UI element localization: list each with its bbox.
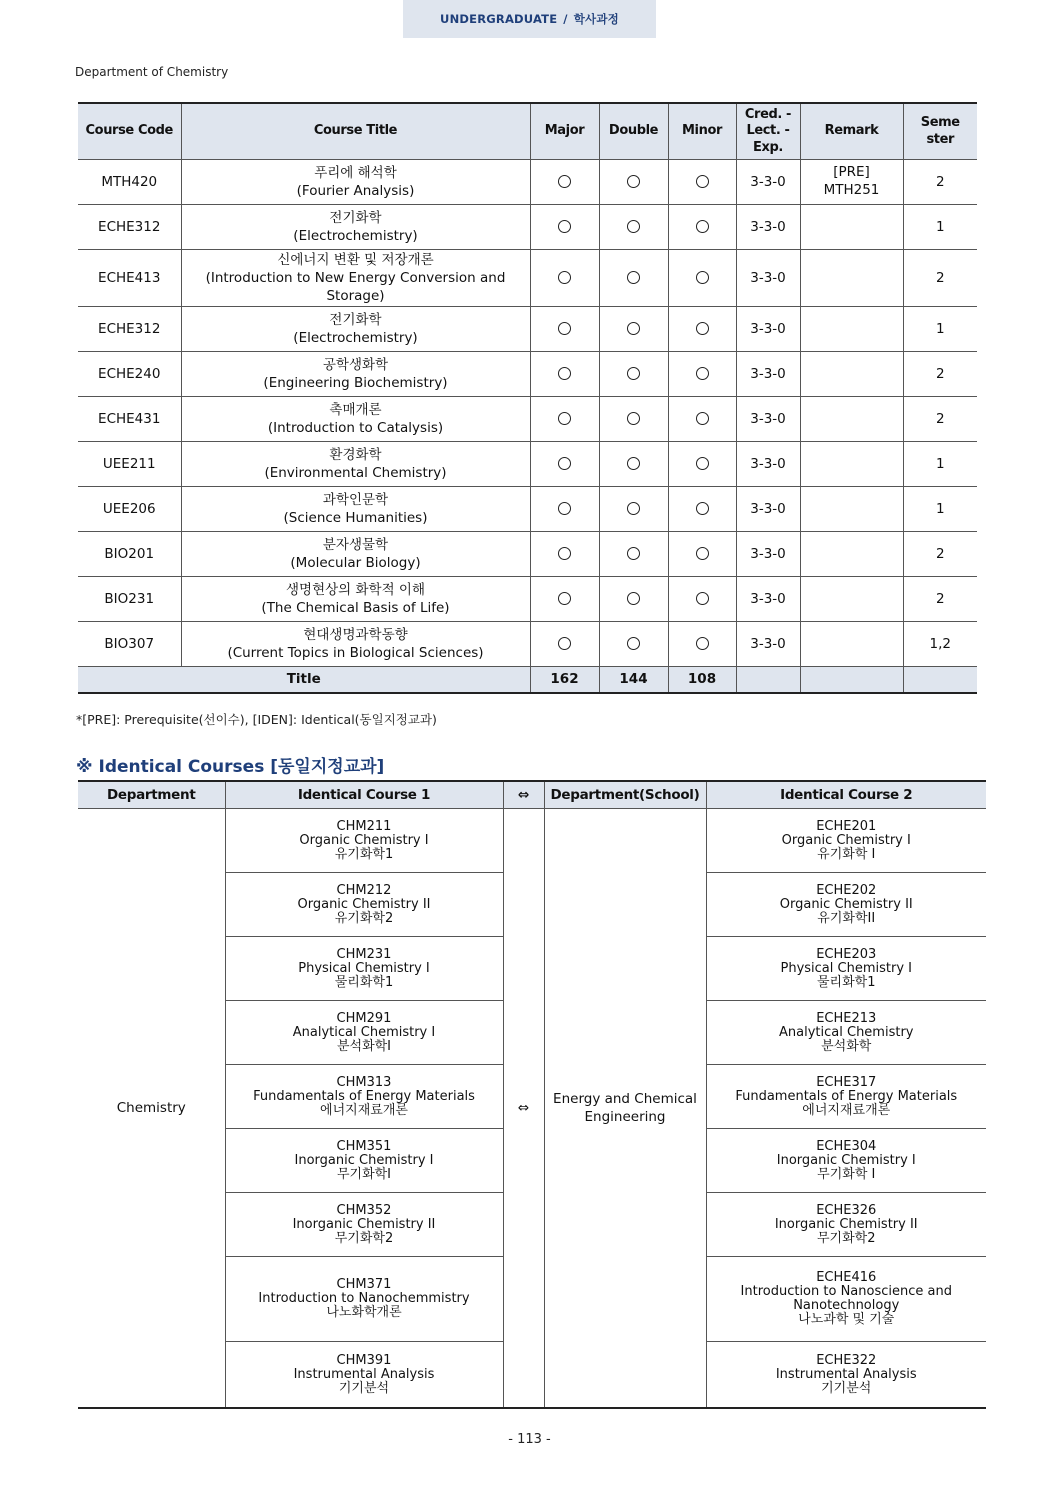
course-2-line: Organic Chemistry I <box>781 832 911 848</box>
course-2-line: 나노과학 및 기술 <box>798 1312 895 1327</box>
semester: 2 <box>903 160 977 205</box>
remark <box>800 307 903 352</box>
major-cell <box>530 577 599 622</box>
course-row <box>78 352 977 397</box>
course-2-line: Physical Chemistry I <box>780 960 912 976</box>
course-title-ko: 전기화학 <box>329 311 382 328</box>
header-department: Department <box>78 781 225 809</box>
course-row <box>78 397 977 442</box>
course-2-line: 기기분석 <box>821 1380 872 1396</box>
credit: 3-3-0 <box>736 442 800 487</box>
semester: 1 <box>903 307 977 352</box>
header-credit: Cred. -Lect. -Exp. <box>736 103 800 160</box>
major-cell <box>530 442 599 487</box>
identical-courses-title <box>76 752 384 777</box>
remark <box>800 487 903 532</box>
double-circle-icon <box>627 271 640 284</box>
header-course-code: Course Code <box>78 103 181 160</box>
semester: 2 <box>903 397 977 442</box>
total-remark-empty <box>800 667 903 694</box>
course-1-line: CHM211 <box>336 818 392 834</box>
identical-course-1 <box>225 1129 503 1193</box>
semester: 2 <box>903 352 977 397</box>
double-circle-icon <box>627 367 640 380</box>
course-2-line: ECHE317 <box>816 1074 877 1090</box>
semester: 1 <box>903 442 977 487</box>
course-1-line: CHM313 <box>336 1074 392 1090</box>
major-circle-icon <box>558 367 571 380</box>
major-cell <box>530 307 599 352</box>
course-1-line: 물리화학1 <box>334 974 394 990</box>
minor-cell <box>668 532 736 577</box>
minor-cell <box>668 397 736 442</box>
minor-circle-icon <box>696 271 709 284</box>
double-cell <box>599 397 668 442</box>
course-1-line: 유기화학2 <box>334 910 394 926</box>
course-title <box>181 442 530 487</box>
course-title-ko: 과학인문학 <box>322 491 389 508</box>
identical-courses-title-text: Identical Courses [동일지정교과] <box>98 757 385 777</box>
double-circle-icon <box>627 220 640 233</box>
course-2-line: Organic Chemistry II <box>779 896 913 912</box>
minor-cell <box>668 622 736 667</box>
course-2-line: ECHE213 <box>816 1010 877 1026</box>
identical-course-1 <box>225 1065 503 1129</box>
course-row <box>78 487 977 532</box>
remark <box>800 397 903 442</box>
page-number: - 113 - <box>508 1432 551 1447</box>
course-2-line: 무기화학2 <box>816 1230 876 1246</box>
course-1-line: CHM291 <box>336 1010 392 1026</box>
header-equivalence-arrow: ⇔ <box>503 781 544 809</box>
double-cell <box>599 160 668 205</box>
major-cell <box>530 352 599 397</box>
course-row <box>78 442 977 487</box>
course-title-en: (Fourier Analysis) <box>296 183 415 199</box>
total-double: 144 <box>599 667 668 694</box>
course-title <box>181 160 530 205</box>
major-cell <box>530 487 599 532</box>
minor-circle-icon <box>696 412 709 425</box>
double-circle-icon <box>627 637 640 650</box>
course-2-line: ECHE416 <box>816 1270 877 1285</box>
course-2-line: ECHE322 <box>816 1352 877 1368</box>
course-title-ko: 푸리에 해석학 <box>314 164 397 181</box>
course-title-ko: 분자생물학 <box>322 536 389 553</box>
semester: 1,2 <box>903 622 977 667</box>
remark: [PRE] MTH251 <box>800 160 903 205</box>
remark <box>800 577 903 622</box>
course-row <box>78 160 977 205</box>
course-2-line: 유기화학 I <box>817 846 876 862</box>
course-title-ko: 촉매개론 <box>329 401 382 418</box>
minor-circle-icon <box>696 547 709 560</box>
minor-cell <box>668 487 736 532</box>
major-cell <box>530 250 599 307</box>
course-code: BIO307 <box>78 622 181 667</box>
course-title <box>181 487 530 532</box>
major-cell <box>530 205 599 250</box>
double-circle-icon <box>627 175 640 188</box>
identical-course-1 <box>225 1342 503 1409</box>
footnote: *[PRE]: Prerequisite(선이수), [IDEN]: Identical(동일지정교과) <box>76 712 437 727</box>
major-circle-icon <box>558 175 571 188</box>
header-remark: Remark <box>800 103 903 160</box>
identical-course-2 <box>706 809 986 873</box>
course-title-en: (Molecular Biology) <box>290 555 421 571</box>
semester: 2 <box>903 250 977 307</box>
course-code: UEE211 <box>78 442 181 487</box>
course-1-line: CHM231 <box>336 946 392 962</box>
major-circle-icon <box>558 592 571 605</box>
double-circle-icon <box>627 547 640 560</box>
identical-course-2 <box>706 1342 986 1409</box>
total-credit-empty <box>736 667 800 694</box>
major-circle-icon <box>558 637 571 650</box>
course-title-ko: 신에너지 변환 및 저장개론 <box>277 251 434 268</box>
course-code: ECHE312 <box>78 307 181 352</box>
header-label-ko: 학사과정 <box>573 12 619 26</box>
course-2-line: Inorganic Chemistry II <box>774 1216 918 1232</box>
course-1-line: 유기화학1 <box>334 846 394 862</box>
course-title-ko: 공학생화학 <box>322 356 389 373</box>
course-code: BIO201 <box>78 532 181 577</box>
double-cell <box>599 532 668 577</box>
course-2-line: 유기화학II <box>817 910 876 926</box>
course-1-line: 무기화학2 <box>334 1230 394 1246</box>
minor-cell <box>668 352 736 397</box>
course-code: UEE206 <box>78 487 181 532</box>
course-1-line: 에너지재료개론 <box>320 1102 408 1118</box>
course-title-ko: 환경화학 <box>329 446 382 463</box>
course-code: ECHE431 <box>78 397 181 442</box>
course-2-line: 물리화학1 <box>816 974 876 990</box>
double-circle-icon <box>627 412 640 425</box>
course-row <box>78 622 977 667</box>
course-row <box>78 205 977 250</box>
course-1-line: 무기화학I <box>336 1166 392 1182</box>
major-cell <box>530 532 599 577</box>
double-cell <box>599 250 668 307</box>
course-code: BIO231 <box>78 577 181 622</box>
course-row <box>78 532 977 577</box>
major-circle-icon <box>558 322 571 335</box>
header-course-title: Course Title <box>181 103 530 160</box>
equivalence-arrow-icon: ⇔ <box>503 809 544 1409</box>
department-label: Department of Chemistry <box>75 65 229 79</box>
credit: 3-3-0 <box>736 622 800 667</box>
minor-circle-icon <box>696 175 709 188</box>
minor-cell <box>668 205 736 250</box>
header-department-school: Department(School) <box>544 781 706 809</box>
course-1-line: Inorganic Chemistry II <box>292 1216 436 1232</box>
identical-course-2 <box>706 937 986 1001</box>
course-2-line: ECHE326 <box>816 1202 877 1218</box>
identical-course-2 <box>706 1001 986 1065</box>
credit: 3-3-0 <box>736 487 800 532</box>
remark <box>800 532 903 577</box>
total-minor: 108 <box>668 667 736 694</box>
major-circle-icon <box>558 271 571 284</box>
minor-circle-icon <box>696 637 709 650</box>
semester: 2 <box>903 532 977 577</box>
minor-circle-icon <box>696 367 709 380</box>
course-2-line: Fundamentals of Energy Materials <box>735 1088 958 1104</box>
header-double: Double <box>599 103 668 160</box>
course-code: ECHE413 <box>78 250 181 307</box>
course-title <box>181 577 530 622</box>
course-1-line: Fundamentals of Energy Materials <box>253 1088 475 1104</box>
major-circle-icon <box>558 547 571 560</box>
course-1-line: Instrumental Analysis <box>293 1366 435 1382</box>
course-title-en: (Current Topics in Biological Sciences) <box>227 645 484 661</box>
section-header-tab <box>403 0 656 38</box>
course-2-line: ECHE202 <box>816 882 877 898</box>
minor-cell <box>668 250 736 307</box>
semester: 1 <box>903 205 977 250</box>
minor-circle-icon <box>696 220 709 233</box>
identical-row <box>78 809 986 873</box>
course-row <box>78 250 977 307</box>
identical-course-2 <box>706 1129 986 1193</box>
credit: 3-3-0 <box>736 307 800 352</box>
credit: 3-3-0 <box>736 160 800 205</box>
course-title-en: (Introduction to Catalysis) <box>267 420 444 436</box>
remark <box>800 205 903 250</box>
double-circle-icon <box>627 322 640 335</box>
double-circle-icon <box>627 592 640 605</box>
header-minor: Minor <box>668 103 736 160</box>
course-2-line: Inorganic Chemistry I <box>776 1152 916 1168</box>
double-cell <box>599 487 668 532</box>
course-2-line: ECHE304 <box>816 1138 877 1154</box>
identical-course-2 <box>706 1257 986 1342</box>
identical-course-2 <box>706 1065 986 1129</box>
course-1-line: Inorganic Chemistry I <box>294 1152 434 1168</box>
course-title-en: (The Chemical Basis of Life) <box>261 600 450 616</box>
minor-circle-icon <box>696 502 709 515</box>
header-separator: / <box>563 12 568 26</box>
course-2-line: Introduction to Nanoscience and <box>740 1284 952 1299</box>
minor-cell <box>668 442 736 487</box>
remark <box>800 622 903 667</box>
remark <box>800 352 903 397</box>
course-title-ko: 생명현상의 화학적 이해 <box>286 581 425 598</box>
course-row <box>78 577 977 622</box>
course-title-en: (Introduction to New Energy Conversion and Storage) <box>205 269 506 305</box>
semester: 2 <box>903 577 977 622</box>
minor-circle-icon <box>696 592 709 605</box>
header-semester: Seme ster <box>903 103 977 160</box>
major-circle-icon <box>558 502 571 515</box>
course-title-ko: 전기화학 <box>329 209 382 226</box>
course-1-line: CHM371 <box>336 1277 392 1292</box>
course-1-line: Physical Chemistry I <box>298 960 430 976</box>
identical-courses-table <box>78 780 986 1409</box>
total-major: 162 <box>530 667 599 694</box>
semester: 1 <box>903 487 977 532</box>
course-1-line: CHM212 <box>336 882 392 898</box>
course-1-line: Organic Chemistry II <box>297 896 431 912</box>
course-1-line: Organic Chemistry I <box>299 832 429 848</box>
course-code: ECHE312 <box>78 205 181 250</box>
course-title <box>181 397 530 442</box>
minor-cell <box>668 307 736 352</box>
credit: 3-3-0 <box>736 205 800 250</box>
course-title-en: (Electrochemistry) <box>293 228 418 244</box>
course-title <box>181 352 530 397</box>
identical-course-1 <box>225 1257 503 1342</box>
major-cell <box>530 397 599 442</box>
major-circle-icon <box>558 412 571 425</box>
course-table <box>78 102 977 694</box>
remark <box>800 250 903 307</box>
course-2-line: ECHE201 <box>816 818 877 834</box>
course-title <box>181 205 530 250</box>
header-identical-course-1: Identical Course 1 <box>225 781 503 809</box>
course-1-line: CHM351 <box>336 1138 392 1154</box>
course-2-line: 무기화학 I <box>817 1166 876 1182</box>
course-2-line: Instrumental Analysis <box>775 1366 917 1382</box>
header-identical-course-2: Identical Course 2 <box>706 781 986 809</box>
double-circle-icon <box>627 457 640 470</box>
double-cell <box>599 442 668 487</box>
header-label-en: UNDERGRADUATE <box>440 12 558 26</box>
double-cell <box>599 205 668 250</box>
major-cell <box>530 622 599 667</box>
minor-cell <box>668 577 736 622</box>
course-1-line: 분석화학I <box>336 1038 392 1054</box>
course-1-line: CHM391 <box>336 1352 392 1368</box>
double-cell <box>599 577 668 622</box>
course-2-line: ECHE203 <box>816 946 877 962</box>
course-title-en: (Environmental Chemistry) <box>264 465 447 481</box>
identical-table-header-row <box>78 781 986 809</box>
credit: 3-3-0 <box>736 577 800 622</box>
course-2-line: 분석화학 <box>821 1038 872 1054</box>
course-code: ECHE240 <box>78 352 181 397</box>
course-2-line: Nanotechnology <box>793 1298 900 1313</box>
department-1-cell: Chemistry <box>78 809 225 1409</box>
course-title-en: (Science Humanities) <box>283 510 428 526</box>
major-cell <box>530 160 599 205</box>
identical-course-1 <box>225 1001 503 1065</box>
course-title <box>181 622 530 667</box>
minor-cell <box>668 160 736 205</box>
course-2-line: Analytical Chemistry <box>779 1024 914 1040</box>
course-title-en: (Engineering Biochemistry) <box>263 375 448 391</box>
course-title <box>181 250 530 307</box>
course-1-line: CHM352 <box>336 1202 392 1218</box>
total-semester-empty <box>903 667 977 694</box>
identical-course-1 <box>225 809 503 873</box>
course-1-line: 기기분석 <box>338 1380 390 1396</box>
department-2-cell: Energy and Chemical Engineering <box>544 809 706 1409</box>
credit: 3-3-0 <box>736 352 800 397</box>
course-title <box>181 307 530 352</box>
total-label: Title <box>78 667 530 694</box>
remark <box>800 442 903 487</box>
credit: 3-3-0 <box>736 250 800 307</box>
double-cell <box>599 307 668 352</box>
identical-course-1 <box>225 937 503 1001</box>
course-title <box>181 532 530 577</box>
header-major: Major <box>530 103 599 160</box>
credit: 3-3-0 <box>736 397 800 442</box>
course-1-line: Introduction to Nanochemmistry <box>258 1291 470 1306</box>
major-circle-icon <box>558 457 571 470</box>
double-cell <box>599 622 668 667</box>
course-1-line: 나노화학개론 <box>326 1305 402 1320</box>
course-title-ko: 현대생명과학동향 <box>303 626 408 643</box>
double-circle-icon <box>627 502 640 515</box>
double-cell <box>599 352 668 397</box>
reference-mark-icon: ※ <box>76 757 93 777</box>
course-2-line: 에너지재료개론 <box>802 1102 891 1118</box>
course-1-line: Analytical Chemistry I <box>292 1024 436 1040</box>
major-circle-icon <box>558 220 571 233</box>
course-row <box>78 307 977 352</box>
identical-course-1 <box>225 1193 503 1257</box>
course-code: MTH420 <box>78 160 181 205</box>
credit: 3-3-0 <box>736 532 800 577</box>
identical-course-1 <box>225 873 503 937</box>
minor-circle-icon <box>696 457 709 470</box>
minor-circle-icon <box>696 322 709 335</box>
identical-course-2 <box>706 873 986 937</box>
course-table-total-row <box>78 667 977 694</box>
course-title-en: (Electrochemistry) <box>293 330 418 346</box>
course-table-header-row <box>78 103 977 160</box>
identical-course-2 <box>706 1193 986 1257</box>
